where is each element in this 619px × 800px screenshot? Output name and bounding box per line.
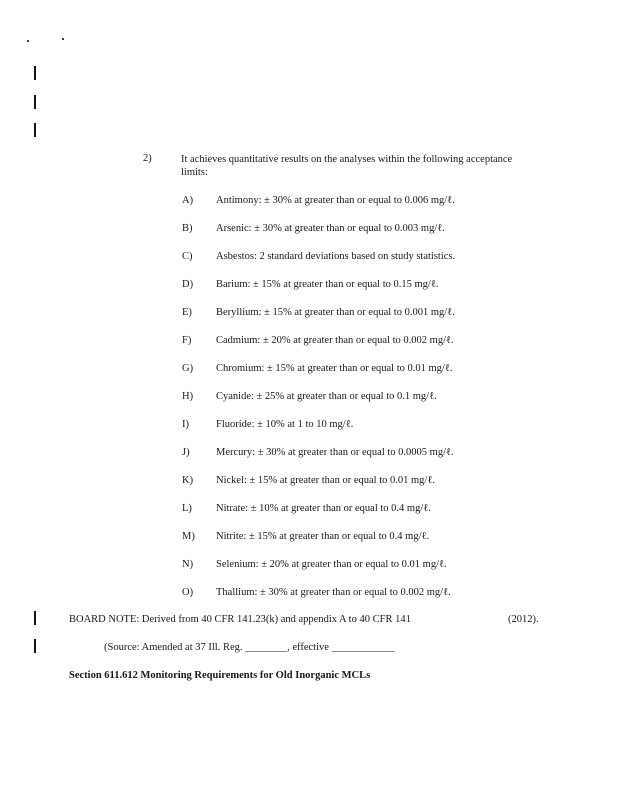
list-item-text: Mercury: ± 30% at greater than or equal to 0.0005 mg/ℓ. xyxy=(216,447,454,458)
scan-speck xyxy=(62,38,64,40)
section-heading: Section 611.612 Monitoring Requirements for Old Inorganic MCLs xyxy=(69,670,371,681)
list-item-text: Selenium: ± 20% at greater than or equal to 0.01 mg/ℓ. xyxy=(216,559,447,570)
list-item-letter: C) xyxy=(182,251,193,262)
list-item-letter: B) xyxy=(182,223,193,234)
source-note: (Source: Amended at 37 Ill. Reg. ________, effective ____________ xyxy=(104,642,395,653)
list-item-letter: I) xyxy=(182,419,189,430)
list-item-text: Nitrate: ± 10% at greater than or equal to 0.4 mg/ℓ. xyxy=(216,503,431,514)
board-note-year: (2012). xyxy=(508,614,539,625)
list-item-letter: E) xyxy=(182,307,192,318)
list-item-letter: D) xyxy=(182,279,194,290)
list-item-text: Asbestos: 2 standard deviations based on study statistics. xyxy=(216,251,456,262)
list-item-text: Thallium: ± 30% at greater than or equal to 0.002 mg/ℓ. xyxy=(216,587,451,598)
list-item-letter: K) xyxy=(182,475,194,486)
paragraph-intro: It achieves quantitative results on the analyses within the following acceptance limits: xyxy=(181,154,513,178)
list-item-letter: A) xyxy=(182,195,194,206)
list-item-text: Cadmium: ± 20% at greater than or equal to 0.002 mg/ℓ. xyxy=(216,335,454,346)
list-item-text: Chromium: ± 15% at greater than or equal to 0.01 mg/ℓ. xyxy=(216,363,453,374)
list-item-text: Antimony: ± 30% at greater than or equal to 0.006 mg/ℓ. xyxy=(216,195,455,206)
list-item-letter: J) xyxy=(182,447,190,458)
list-item-letter: F) xyxy=(182,335,192,346)
list-item-letter: L) xyxy=(182,503,192,514)
change-bar xyxy=(34,123,36,137)
list-item-text: Fluoride: ± 10% at 1 to 10 mg/ℓ. xyxy=(216,419,354,430)
list-item-text: Cyanide: ± 25% at greater than or equal to 0.1 mg/ℓ. xyxy=(216,391,437,402)
change-bar xyxy=(34,611,36,625)
change-bar xyxy=(34,639,36,653)
change-bar xyxy=(34,95,36,109)
change-bar xyxy=(34,66,36,80)
list-item-text: Barium: ± 15% at greater than or equal to 0.15 mg/ℓ. xyxy=(216,279,439,290)
scan-speck xyxy=(27,40,29,42)
list-item-text: Nickel: ± 15% at greater than or equal to 0.01 mg/ℓ. xyxy=(216,475,435,486)
list-item-letter: M) xyxy=(182,531,195,542)
list-item-text: Beryllium: ± 15% at greater than or equal to 0.001 mg/ℓ. xyxy=(216,307,455,318)
list-item-letter: G) xyxy=(182,363,194,374)
paragraph-number: 2) xyxy=(143,153,152,164)
board-note: BOARD NOTE: Derived from 40 CFR 141.23(k) and appendix A to 40 CFR 141 xyxy=(69,614,411,625)
list-item-letter: O) xyxy=(182,587,194,598)
list-item-letter: N) xyxy=(182,559,194,570)
list-item-text: Arsenic: ± 30% at greater than or equal to 0.003 mg/ℓ. xyxy=(216,223,445,234)
list-item-text: Nitrite: ± 15% at greater than or equal to 0.4 mg/ℓ. xyxy=(216,531,430,542)
list-item-letter: H) xyxy=(182,391,194,402)
